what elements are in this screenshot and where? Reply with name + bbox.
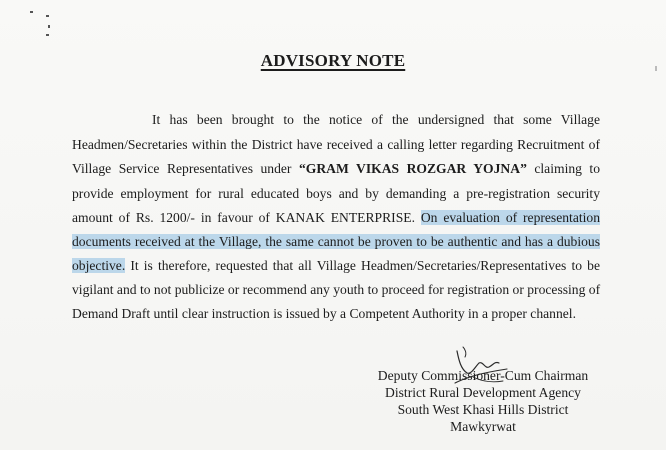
- scheme-name: “GRAM VIKAS ROZGAR YOJNA”: [298, 161, 527, 176]
- paragraph-line: Headmen/Secretaries within the District have received a calling letter regarding Recruitment of: [72, 137, 600, 152]
- highlighted-text: objective.: [72, 258, 126, 273]
- paragraph-line: [72, 234, 600, 250]
- scan-speck: [48, 25, 50, 28]
- paragraph-line: vigilant and to not publicize or recommend any youth to proceed for registration or processing of: [72, 282, 601, 297]
- document-title: ADVISORY NOTE: [260, 51, 406, 70]
- signatory-district: South West Khasi Hills District: [397, 402, 569, 417]
- paragraph-line: Demand Draft until clear instruction is issued by a Competent Authority in a proper channel.: [72, 306, 576, 321]
- paragraph-line: [72, 210, 600, 226]
- text-run: amount of Rs. 1200/- in favour of KANAK ENTERPRISE.: [72, 210, 421, 225]
- text-run: Village Service Representatives under: [72, 161, 299, 176]
- signatory-designation: Deputy Commissioner-Cum Chairman: [377, 368, 589, 383]
- text-run: claiming to: [526, 161, 601, 176]
- paragraph-line: It has been brought to the notice of the undersigned that some Village: [152, 112, 600, 127]
- scan-speck: [46, 15, 49, 17]
- paragraph-line: [72, 161, 600, 177]
- scan-speck: [46, 34, 49, 36]
- highlighted-text: documents received at the Village, the same cannot be proven to be authentic and has a dubious: [72, 234, 600, 249]
- text-run: It is therefore, requested that all Village Headmen/Secretaries/Representatives to be: [125, 258, 600, 273]
- paragraph-line: provide employment for rural educated boys and by demanding a pre-registration security: [72, 186, 600, 201]
- paragraph-line: [72, 258, 600, 274]
- signatory-office: District Rural Development Agency: [385, 385, 581, 400]
- signatory-location: Mawkyrwat: [450, 419, 516, 434]
- highlighted-text: On evaluation of representation: [420, 210, 601, 225]
- scan-speck: [30, 11, 33, 13]
